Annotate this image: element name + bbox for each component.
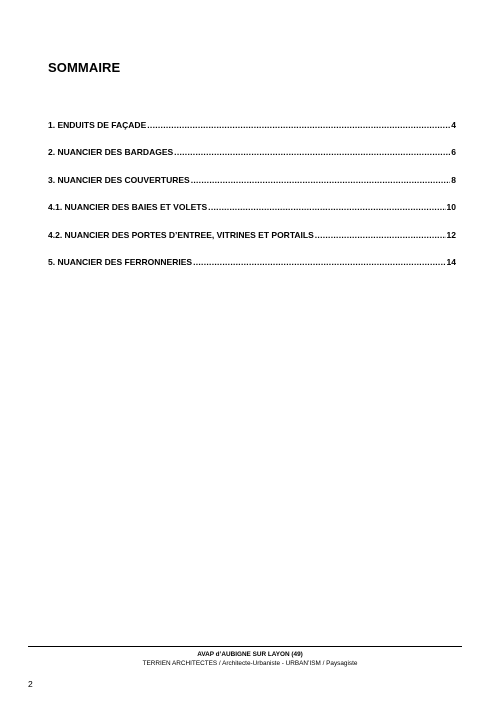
toc-leader-dots — [147, 120, 450, 130]
toc-entry-portes-vitrines-portails[interactable] — [48, 230, 456, 257]
page-title: SOMMAIRE — [48, 60, 121, 75]
toc-entry-label: 4.2. NUANCIER DES PORTES D’ENTREE, VITRINES ET PORTAILS — [48, 229, 314, 240]
toc-entry-page: 14 — [446, 256, 456, 267]
toc-entry-page: 8 — [451, 174, 456, 185]
toc-entry-label: 4.1. NUANCIER DES BAIES ET VOLETS — [48, 202, 208, 213]
footer-project-title: AVAP d’AUBIGNE SUR LAYON (49) — [197, 651, 303, 658]
toc-entry-label: 2. NUANCIER DES BARDAGES — [48, 147, 174, 158]
toc-leader-dots — [191, 175, 451, 185]
toc-entry-label: 3. NUANCIER DES COUVERTURES — [48, 174, 190, 185]
toc-leader-dots — [174, 147, 450, 157]
toc-entry-ferronneries[interactable] — [48, 257, 456, 284]
toc-entry-baies-volets[interactable] — [48, 202, 456, 229]
toc-entry-label: 5. NUANCIER DES FERRONNERIES — [48, 256, 193, 267]
toc-entry-enduits[interactable] — [48, 120, 456, 147]
toc-entry-label: 1. ENDUITS DE FAÇADE — [48, 120, 147, 130]
footer-credits: TERRIEN ARCHITECTES / Architecte-Urbaniste - URBAN’ISM / Paysagiste — [142, 660, 358, 667]
table-of-contents — [48, 120, 456, 284]
toc-entry-bardages[interactable] — [48, 147, 456, 174]
toc-entry-page: 10 — [446, 202, 456, 213]
page-number: 2 — [28, 679, 33, 689]
toc-entry-page: 6 — [451, 147, 456, 158]
toc-leader-dots — [193, 257, 445, 267]
footer-divider — [28, 646, 462, 647]
toc-entry-page: 12 — [446, 229, 456, 240]
toc-leader-dots — [208, 202, 445, 212]
toc-entry-couvertures[interactable] — [48, 175, 456, 202]
toc-leader-dots — [315, 230, 446, 240]
toc-entry-page: 4 — [451, 120, 456, 130]
